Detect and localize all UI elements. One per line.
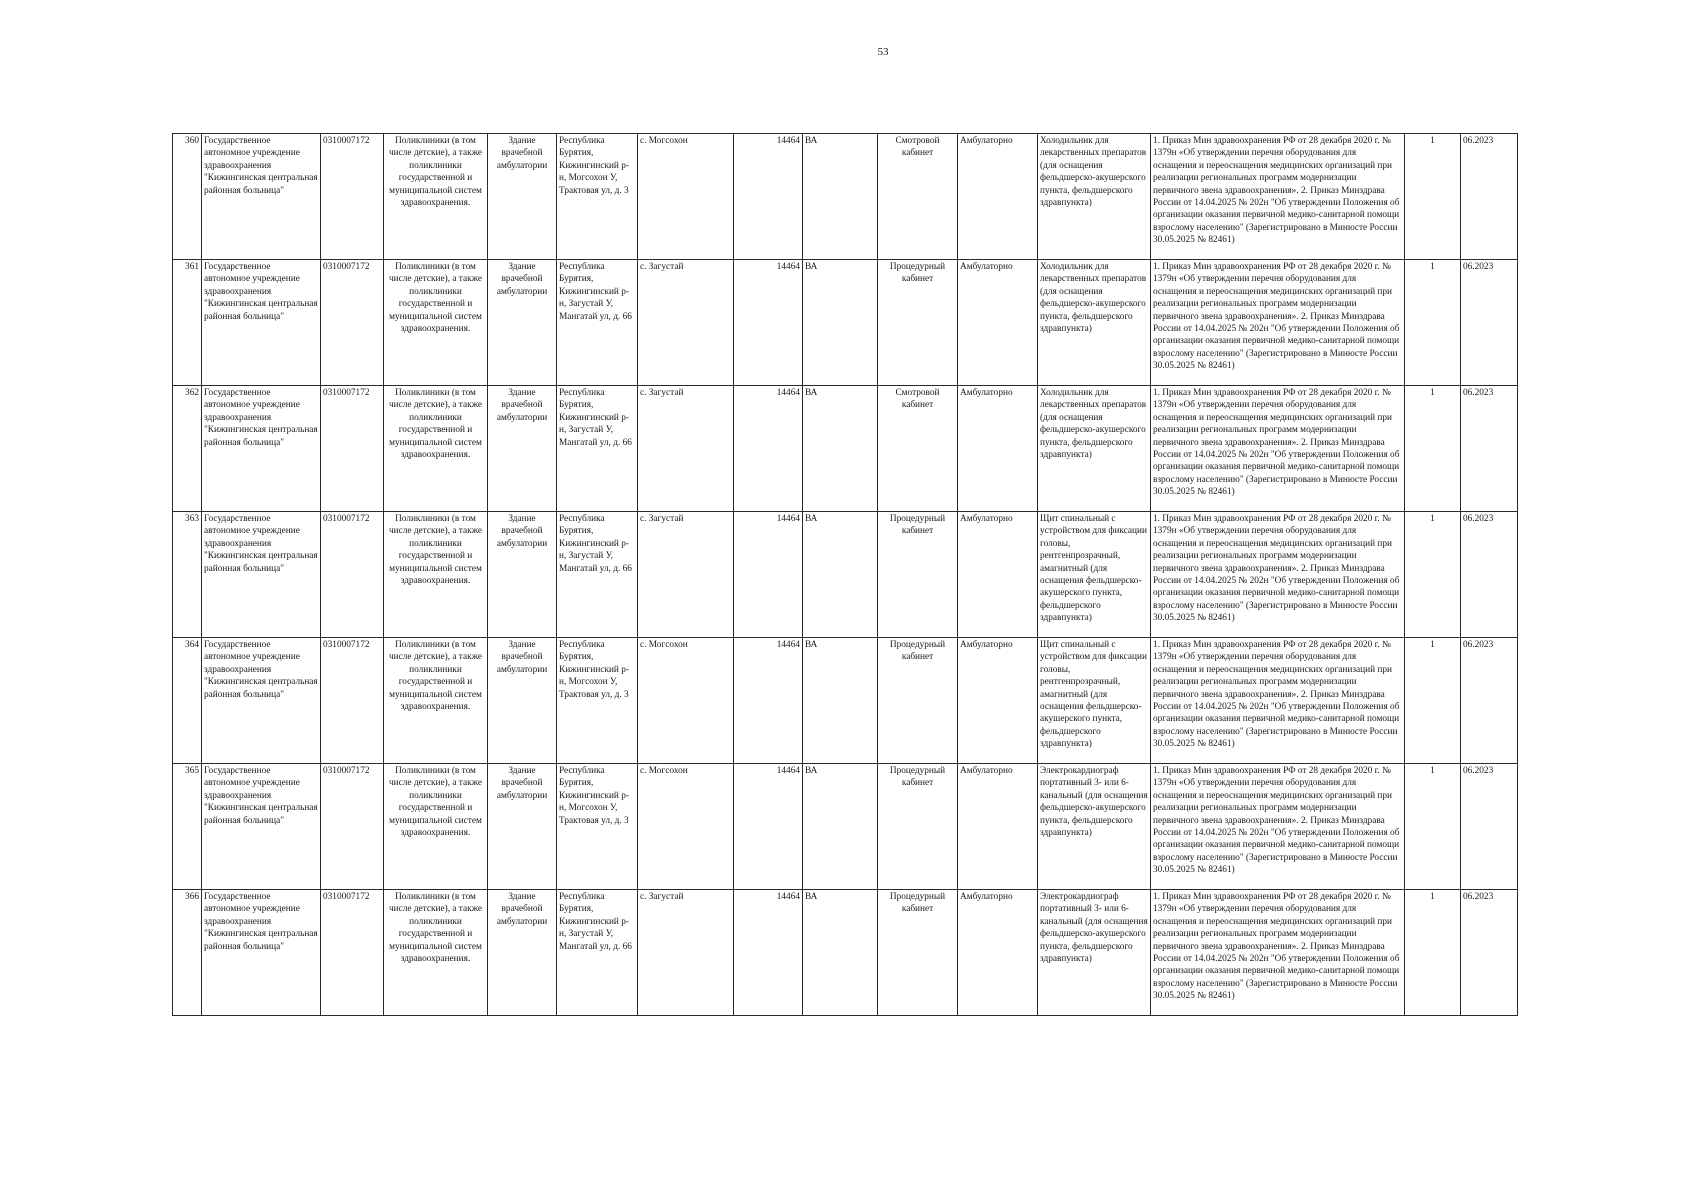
care-mode-cell: Амбулаторно	[958, 386, 1038, 512]
facility-type-cell: Поликлиники (в том числе детские), а также поликлиники государственной и муниципальной систем здравоохранения.	[384, 512, 488, 638]
equipment-name-cell: Щит спинальный с устройством для фиксации головы, рентгенпрозрачный, амагнитный (для оснащения фельдшерско-акушерского пункта, фельдшерского здравпункта)	[1038, 512, 1151, 638]
legal-basis-cell: 1. Приказ Мин здравоохранения РФ от 28 декабря 2020 г. № 1379н «Об утверждении перечня оборудования для оснащения и переоснащения медицинских организаций при реализации региональных программ модернизации первичного звена здравоохранения». 2. Приказ Минздрава России от 14.04.2025 № 202н "Об утверждении Положения об организации оказания первичной медико-санитарной помощи взрослому населению" (Зарегистрировано в Минюсте России 30.05.2025 № 82461)	[1151, 638, 1405, 764]
quantity-code-cell: 14464	[734, 764, 803, 890]
organization-name-cell: Государственное автономное учреждение здравоохранения "Кижингинская центральная районная больница"	[202, 386, 321, 512]
ba-code-cell: ВА	[803, 134, 878, 260]
facility-type-cell: Поликлиники (в том числе детские), а также поликлиники государственной и муниципальной систем здравоохранения.	[384, 134, 488, 260]
row-number-cell: 364	[173, 638, 202, 764]
facility-type-cell: Поликлиники (в том числе детские), а также поликлиники государственной и муниципальной систем здравоохранения.	[384, 260, 488, 386]
organization-code-cell: 0310007172	[321, 764, 384, 890]
equipment-count-cell: 1	[1405, 638, 1461, 764]
building-name-cell: Здание врачебной амбулатории	[488, 512, 557, 638]
care-mode-cell: Амбулаторно	[958, 890, 1038, 1016]
building-name-cell: Здание врачебной амбулатории	[488, 638, 557, 764]
organization-name-cell: Государственное автономное учреждение здравоохранения "Кижингинская центральная районная больница"	[202, 260, 321, 386]
table-row	[173, 764, 1518, 890]
care-mode-cell: Амбулаторно	[958, 134, 1038, 260]
row-number-cell: 363	[173, 512, 202, 638]
ba-code-cell: ВА	[803, 512, 878, 638]
table-row	[173, 134, 1518, 260]
date-cell: 06.2023	[1461, 512, 1518, 638]
equipment-count-cell: 1	[1405, 134, 1461, 260]
equipment-name-cell: Холодильник для лекарственных препаратов (для оснащения фельдшерско-акушерского пункта, фельдшерского здравпункта)	[1038, 260, 1151, 386]
room-name-cell: Смотровой кабинет	[878, 386, 958, 512]
legal-basis-cell: 1. Приказ Мин здравоохранения РФ от 28 декабря 2020 г. № 1379н «Об утверждении перечня оборудования для оснащения и переоснащения медицинских организаций при реализации региональных программ модернизации первичного звена здравоохранения». 2. Приказ Минздрава России от 14.04.2025 № 202н "Об утверждении Положения об организации оказания первичной медико-санитарной помощи взрослому населению" (Зарегистрировано в Минюсте России 30.05.2025 № 82461)	[1151, 890, 1405, 1016]
table-row	[173, 638, 1518, 764]
care-mode-cell: Амбулаторно	[958, 260, 1038, 386]
address-cell: Республика Бурятия, Кижингинский р-н, Могсохон У, Трактовая ул, д. 3	[557, 764, 638, 890]
row-number-cell: 360	[173, 134, 202, 260]
settlement-cell: с. Загустай	[638, 386, 734, 512]
room-name-cell: Процедурный кабинет	[878, 764, 958, 890]
settlement-cell: с. Загустай	[638, 890, 734, 1016]
equipment-count-cell: 1	[1405, 764, 1461, 890]
quantity-code-cell: 14464	[734, 512, 803, 638]
organization-name-cell: Государственное автономное учреждение здравоохранения "Кижингинская центральная районная больница"	[202, 890, 321, 1016]
address-cell: Республика Бурятия, Кижингинский р-н, Загустай У, Мангатай ул, д. 66	[557, 512, 638, 638]
building-name-cell: Здание врачебной амбулатории	[488, 260, 557, 386]
room-name-cell: Процедурный кабинет	[878, 260, 958, 386]
table-row	[173, 386, 1518, 512]
date-cell: 06.2023	[1461, 386, 1518, 512]
settlement-cell: с. Могсохон	[638, 764, 734, 890]
equipment-count-cell: 1	[1405, 512, 1461, 638]
equipment-count-cell: 1	[1405, 890, 1461, 1016]
date-cell: 06.2023	[1461, 638, 1518, 764]
equipment-count-cell: 1	[1405, 386, 1461, 512]
quantity-code-cell: 14464	[734, 134, 803, 260]
address-cell: Республика Бурятия, Кижингинский р-н, Могсохон У, Трактовая ул, д. 3	[557, 134, 638, 260]
organization-code-cell: 0310007172	[321, 260, 384, 386]
equipment-count-cell: 1	[1405, 260, 1461, 386]
organization-name-cell: Государственное автономное учреждение здравоохранения "Кижингинская центральная районная больница"	[202, 134, 321, 260]
care-mode-cell: Амбулаторно	[958, 638, 1038, 764]
organization-name-cell: Государственное автономное учреждение здравоохранения "Кижингинская центральная районная больница"	[202, 512, 321, 638]
organization-code-cell: 0310007172	[321, 638, 384, 764]
ba-code-cell: ВА	[803, 260, 878, 386]
organization-name-cell: Государственное автономное учреждение здравоохранения "Кижингинская центральная районная больница"	[202, 638, 321, 764]
facility-type-cell: Поликлиники (в том числе детские), а также поликлиники государственной и муниципальной систем здравоохранения.	[384, 638, 488, 764]
legal-basis-cell: 1. Приказ Мин здравоохранения РФ от 28 декабря 2020 г. № 1379н «Об утверждении перечня оборудования для оснащения и переоснащения медицинских организаций при реализации региональных программ модернизации первичного звена здравоохранения». 2. Приказ Минздрава России от 14.04.2025 № 202н "Об утверждении Положения об организации оказания первичной медико-санитарной помощи взрослому населению" (Зарегистрировано в Минюсте России 30.05.2025 № 82461)	[1151, 260, 1405, 386]
facility-type-cell: Поликлиники (в том числе детские), а также поликлиники государственной и муниципальной систем здравоохранения.	[384, 890, 488, 1016]
row-number-cell: 365	[173, 764, 202, 890]
date-cell: 06.2023	[1461, 764, 1518, 890]
equipment-name-cell: Холодильник для лекарственных препаратов (для оснащения фельдшерско-акушерского пункта, фельдшерского здравпункта)	[1038, 386, 1151, 512]
care-mode-cell: Амбулаторно	[958, 764, 1038, 890]
row-number-cell: 361	[173, 260, 202, 386]
date-cell: 06.2023	[1461, 890, 1518, 1016]
date-cell: 06.2023	[1461, 260, 1518, 386]
quantity-code-cell: 14464	[734, 386, 803, 512]
equipment-name-cell: Электрокардиограф портативный 3- или 6-канальный (для оснащения фельдшерско-акушерского пункта, фельдшерского здравпункта)	[1038, 890, 1151, 1016]
ba-code-cell: ВА	[803, 890, 878, 1016]
organization-code-cell: 0310007172	[321, 134, 384, 260]
ba-code-cell: ВА	[803, 764, 878, 890]
row-number-cell: 362	[173, 386, 202, 512]
equipment-name-cell: Холодильник для лекарственных препаратов (для оснащения фельдшерско-акушерского пункта, фельдшерского здравпункта)	[1038, 134, 1151, 260]
building-name-cell: Здание врачебной амбулатории	[488, 890, 557, 1016]
settlement-cell: с. Могсохон	[638, 638, 734, 764]
ba-code-cell: ВА	[803, 386, 878, 512]
building-name-cell: Здание врачебной амбулатории	[488, 764, 557, 890]
quantity-code-cell: 14464	[734, 260, 803, 386]
table-row	[173, 260, 1518, 386]
room-name-cell: Смотровой кабинет	[878, 134, 958, 260]
room-name-cell: Процедурный кабинет	[878, 512, 958, 638]
settlement-cell: с. Могсохон	[638, 134, 734, 260]
facility-type-cell: Поликлиники (в том числе детские), а также поликлиники государственной и муниципальной систем здравоохранения.	[384, 764, 488, 890]
address-cell: Республика Бурятия, Кижингинский р-н, Загустай У, Мангатай ул, д. 66	[557, 890, 638, 1016]
room-name-cell: Процедурный кабинет	[878, 890, 958, 1016]
equipment-name-cell: Щит спинальный с устройством для фиксации головы, рентгенпрозрачный, амагнитный (для оснащения фельдшерско-акушерского пункта, фельдшерского здравпункта)	[1038, 638, 1151, 764]
quantity-code-cell: 14464	[734, 638, 803, 764]
page-number: 53	[877, 46, 889, 58]
date-cell: 06.2023	[1461, 134, 1518, 260]
table-row	[173, 890, 1518, 1016]
legal-basis-cell: 1. Приказ Мин здравоохранения РФ от 28 декабря 2020 г. № 1379н «Об утверждении перечня оборудования для оснащения и переоснащения медицинских организаций при реализации региональных программ модернизации первичного звена здравоохранения». 2. Приказ Минздрава России от 14.04.2025 № 202н "Об утверждении Положения об организации оказания первичной медико-санитарной помощи взрослому населению" (Зарегистрировано в Минюсте России 30.05.2025 № 82461)	[1151, 386, 1405, 512]
address-cell: Республика Бурятия, Кижингинский р-н, Загустай У, Мангатай ул, д. 66	[557, 386, 638, 512]
table-row	[173, 512, 1518, 638]
equipment-registry-table	[172, 133, 1518, 1016]
equipment-name-cell: Электрокардиограф портативный 3- или 6-канальный (для оснащения фельдшерско-акушерского пункта, фельдшерского здравпункта)	[1038, 764, 1151, 890]
organization-code-cell: 0310007172	[321, 890, 384, 1016]
organization-name-cell: Государственное автономное учреждение здравоохранения "Кижингинская центральная районная больница"	[202, 764, 321, 890]
quantity-code-cell: 14464	[734, 890, 803, 1016]
settlement-cell: с. Загустай	[638, 512, 734, 638]
facility-type-cell: Поликлиники (в том числе детские), а также поликлиники государственной и муниципальной систем здравоохранения.	[384, 386, 488, 512]
building-name-cell: Здание врачебной амбулатории	[488, 134, 557, 260]
ba-code-cell: ВА	[803, 638, 878, 764]
legal-basis-cell: 1. Приказ Мин здравоохранения РФ от 28 декабря 2020 г. № 1379н «Об утверждении перечня оборудования для оснащения и переоснащения медицинских организаций при реализации региональных программ модернизации первичного звена здравоохранения». 2. Приказ Минздрава России от 14.04.2025 № 202н "Об утверждении Положения об организации оказания первичной медико-санитарной помощи взрослому населению" (Зарегистрировано в Минюсте России 30.05.2025 № 82461)	[1151, 512, 1405, 638]
care-mode-cell: Амбулаторно	[958, 512, 1038, 638]
address-cell: Республика Бурятия, Кижингинский р-н, Загустай У, Мангатай ул, д. 66	[557, 260, 638, 386]
address-cell: Республика Бурятия, Кижингинский р-н, Могсохон У, Трактовая ул, д. 3	[557, 638, 638, 764]
legal-basis-cell: 1. Приказ Мин здравоохранения РФ от 28 декабря 2020 г. № 1379н «Об утверждении перечня оборудования для оснащения и переоснащения медицинских организаций при реализации региональных программ модернизации первичного звена здравоохранения». 2. Приказ Минздрава России от 14.04.2025 № 202н "Об утверждении Положения об организации оказания первичной медико-санитарной помощи взрослому населению" (Зарегистрировано в Минюсте России 30.05.2025 № 82461)	[1151, 134, 1405, 260]
room-name-cell: Процедурный кабинет	[878, 638, 958, 764]
organization-code-cell: 0310007172	[321, 512, 384, 638]
organization-code-cell: 0310007172	[321, 386, 384, 512]
legal-basis-cell: 1. Приказ Мин здравоохранения РФ от 28 декабря 2020 г. № 1379н «Об утверждении перечня оборудования для оснащения и переоснащения медицинских организаций при реализации региональных программ модернизации первичного звена здравоохранения». 2. Приказ Минздрава России от 14.04.2025 № 202н "Об утверждении Положения об организации оказания первичной медико-санитарной помощи взрослому населению" (Зарегистрировано в Минюсте России 30.05.2025 № 82461)	[1151, 764, 1405, 890]
row-number-cell: 366	[173, 890, 202, 1016]
building-name-cell: Здание врачебной амбулатории	[488, 386, 557, 512]
settlement-cell: с. Загустай	[638, 260, 734, 386]
